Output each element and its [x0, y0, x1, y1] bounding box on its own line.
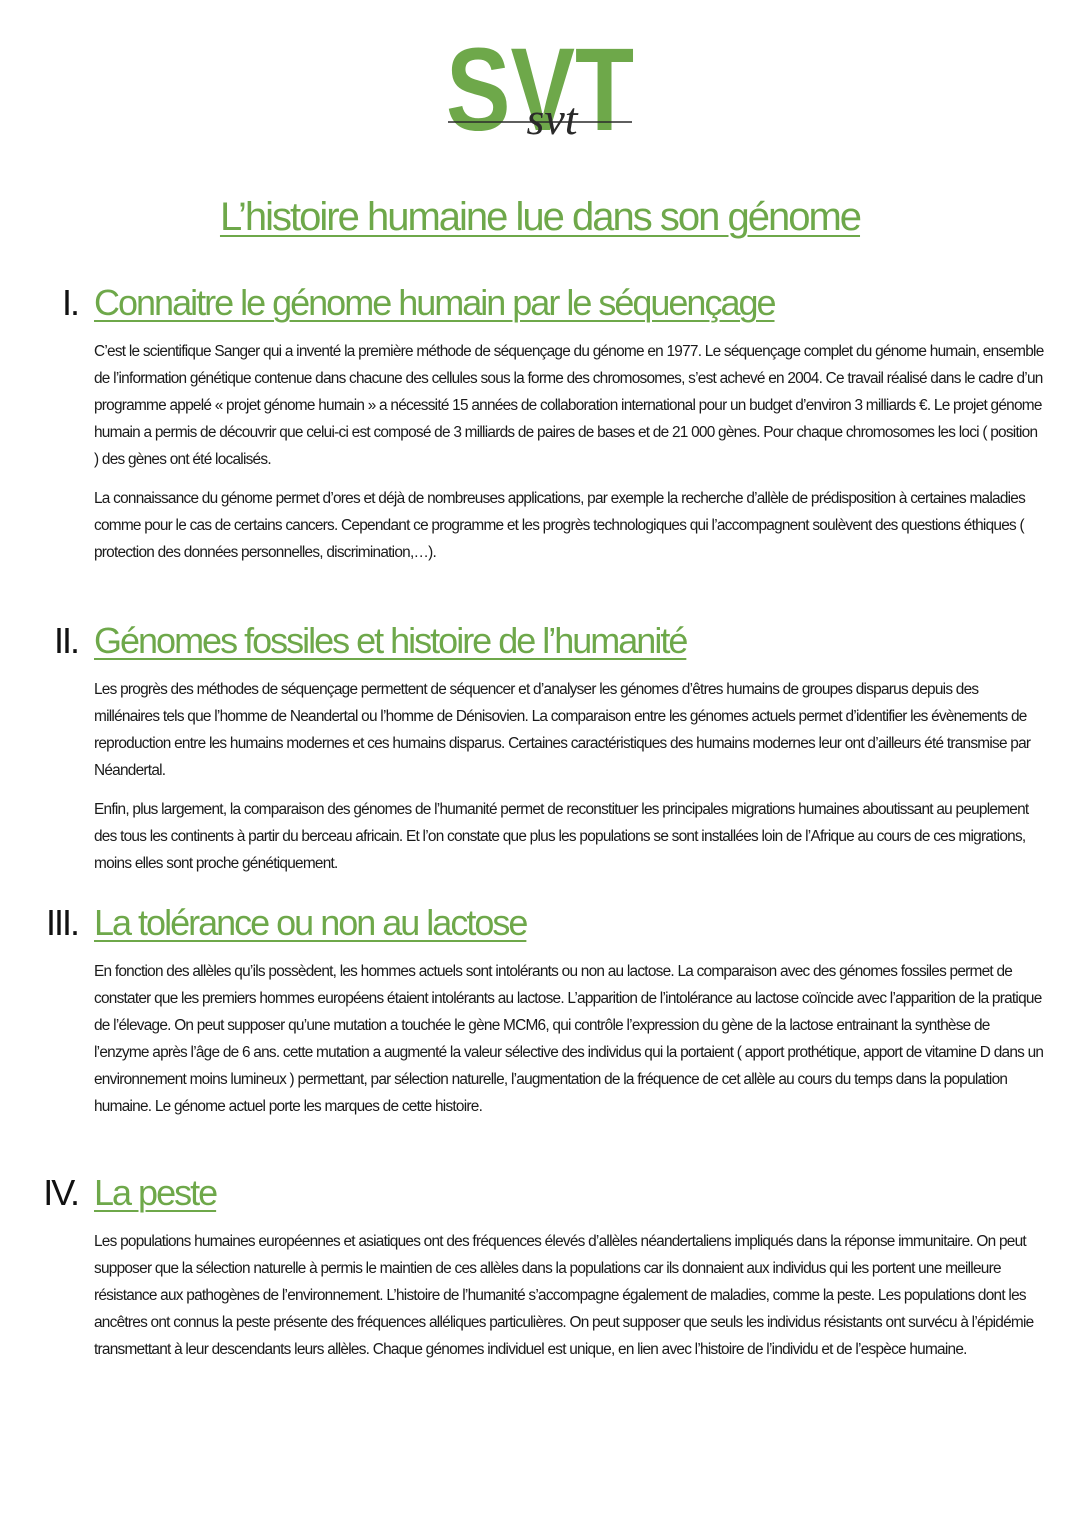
svt-logo	[440, 22, 640, 152]
section-2-header	[0, 620, 1080, 664]
section-2	[0, 620, 1080, 877]
section-1-title: Connaitre le génome humain par le séquençage	[94, 282, 775, 323]
section-4-header	[0, 1172, 1080, 1216]
section-3-numeral: III.	[45, 902, 78, 943]
section-2-title: Génomes fossiles et histoire de l’humanité	[94, 620, 687, 661]
page-title: L’histoire humaine lue dans son génome	[219, 195, 861, 239]
section-1-paragraph-2: La connaissance du génome permet d’ores et déjà de nombreuses applications, par exemple la recherche d’allèle de prédisposition à certaines maladies comme pour le cas de certains cancers. Cependant ce programme et les progrès technologiques qui l’accompagnent soulèvent des questions éthiques ( protection des données personnelles, discrimination,…).	[94, 490, 1026, 561]
section-3-header	[0, 902, 1080, 946]
section-4-numeral: IV.	[43, 1172, 78, 1213]
svt-logo-graphic	[440, 22, 640, 152]
section-1-paragraph-1: C’est le scientifique Sanger qui a inventé la première méthode de séquençage du génome en 1977. Le séquençage complet du génome humain, ensemble de l’information génétique contenue dans chacune des cellules sous la forme des chromosomes, s’est achevé en 2004. Ce travail réalisé dans le cadre d’un programme appelé « projet génome humain » a nécessité 15 années de collaboration international pour un budget d’environ 3 milliards €. Le projet génome humain a permis de découvrir que celui-ci est composé de 3 milliards de paires de bases et de 21 000 gènes. Pour chaque chromosomes les loci ( position ) des gènes ont été localisés.	[94, 343, 1044, 468]
section-2-paragraph-1: Les progrès des méthodes de séquençage permettent de séquencer et d’analyser les génomes d’êtres humains de groupes disparus depuis des millénaires tels que l’homme de Neandertal ou l’homme de Dénisovien. La comparaison entre les génomes actuels permet d’identifier les évènements de reproduction entre les humains modernes et ces humains disparus. Certaines caractéristiques des humains modernes leur ont d’ailleurs été transmise par Néandertal.	[94, 681, 1031, 779]
section-4-title: La peste	[94, 1172, 217, 1213]
section-1-header	[0, 282, 1080, 326]
svt-logo-script: svt	[526, 93, 578, 144]
section-3	[0, 902, 1080, 1120]
section-4	[0, 1172, 1080, 1363]
section-1	[0, 282, 1080, 566]
section-2-paragraph-2: Enfin, plus largement, la comparaison des génomes de l’humanité permet de reconstituer les principales migrations humaines aboutissant au peuplement des tous les continents à partir du berceau africain. Et l’on constate que plus les populations se sont installées loin de l’Afrique au cours de ces migrations, moins elles sont proche génétiquement.	[94, 801, 1029, 872]
section-3-title: La tolérance ou non au lactose	[94, 902, 527, 943]
section-3-paragraph-1: En fonction des allèles qu’ils possèdent, les hommes actuels sont intolérants ou non au lactose. La comparaison avec des génomes fossiles permet de constater que les premiers hommes européens étaient intolérants au lactose. L’apparition de l’intolérance au lactose coïncide avec l’apparition de la pratique de l’élevage. On peut supposer qu’une mutation a touchée le gène MCM6, qui contrôle l’expression du gène de la lactose entrainant la synthèse de l’enzyme après l’âge de 6 ans. cette mutation a augmenté la valeur sélective des individus qui la portaient ( apport prothétique, apport de vitamine D dans un environnement moins lumineux ) permettant, par sélection naturelle, l’augmentation de la fréquence de cet allèle au cours du temps dans la population humaine. Le génome actuel porte les marques de cette histoire.	[94, 963, 1044, 1115]
section-1-numeral: I.	[61, 282, 78, 323]
section-2-numeral: II.	[53, 620, 78, 661]
section-4-paragraph-1: Les populations humaines européennes et asiatiques ont des fréquences élevés d’allèles néandertaliens impliqués dans la réponse immunitaire. On peut supposer que la sélection naturelle à permis le maintien de ces allèles dans la populations car ils donnaient aux individus qui les portent une meilleure résistance aux pathogènes de l’environnement. L’histoire de l’humanité s’accompagne également de maladies, comme la peste. Les populations dont les ancêtres ont connus la peste présente des fréquences alléliques particulières. On peut supposer que seuls les individus résistants ont survécu à l’épidémie transmettant à leur descendants leurs allèles. Chaque génomes individuel est unique, en lien avec l’histoire de l’individu et de l’espèce humaine.	[94, 1233, 1034, 1358]
svt-logo-letters: SVT	[446, 24, 634, 152]
